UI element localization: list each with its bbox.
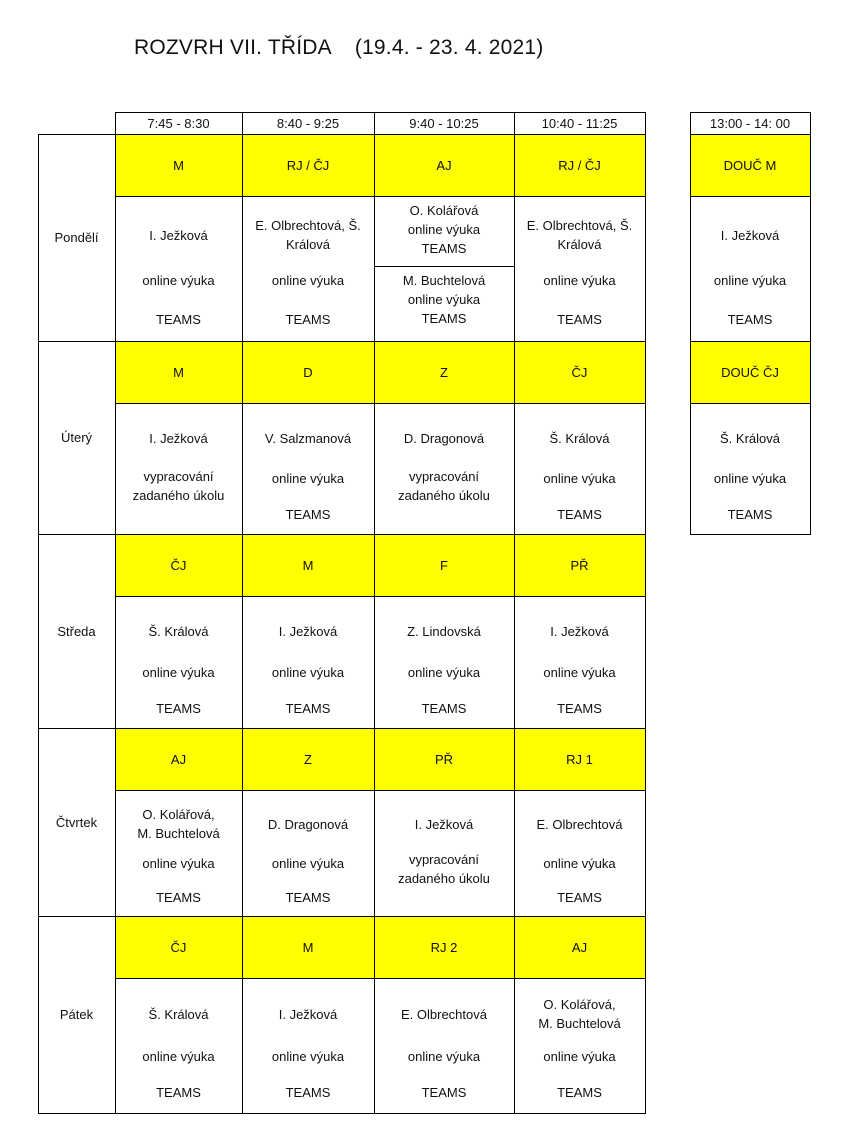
subject-cell: M (242, 534, 374, 596)
time-header: 10:40 - 11:25 (514, 112, 645, 134)
lesson-mode: online výuka (142, 665, 215, 681)
teacher-name: V. Salzmanová (264, 430, 352, 446)
lesson-platform: TEAMS (156, 1085, 201, 1101)
subject-cell: M (242, 916, 374, 978)
lesson-platform: TEAMS (727, 311, 773, 327)
teacher-name: I. Ježková (414, 816, 474, 832)
lesson-details (374, 790, 514, 916)
lesson-platform: TEAMS (156, 700, 201, 716)
subject-cell: D (242, 341, 374, 403)
extra-header-top-line (690, 112, 811, 113)
lesson-mode: online výuka (271, 1048, 345, 1064)
lesson-platform: TEAMS (285, 889, 331, 905)
lesson-mode: online výuka (271, 471, 345, 487)
row-divider (38, 134, 646, 135)
subject-cell: Z (374, 341, 514, 403)
teacher-name: I. Ježková (550, 624, 609, 640)
lesson-mode: vypracování zadaného úkolu (398, 468, 490, 503)
lesson-mode: online výuka (543, 471, 616, 487)
row-divider (38, 341, 646, 342)
extra-bottom (690, 534, 811, 535)
subject-cell: Z (242, 728, 374, 790)
lesson-mode: online výuka (407, 1048, 481, 1064)
teacher-name: I. Ježková (720, 227, 780, 243)
header-top-line (115, 112, 646, 113)
lesson-mode: online výuka (271, 665, 345, 681)
lesson-details (115, 403, 242, 534)
lesson-details (242, 403, 374, 534)
subject-cell: RJ / ČJ (514, 134, 645, 196)
lesson-details (115, 790, 242, 916)
teacher-name: O. Kolářová, M. Buchtelová (137, 807, 220, 842)
subject-cell: ČJ (115, 534, 242, 596)
subject-divider (115, 790, 645, 791)
lesson-mode: M. Buchtelová online výuka TEAMS (402, 272, 486, 326)
extra-subject-divider (690, 196, 810, 197)
teacher-name: E. Olbrechtová (536, 816, 623, 832)
lesson-details (514, 978, 645, 1113)
teacher-name: D. Dragonová (403, 430, 485, 446)
lesson-details (242, 790, 374, 916)
subject-cell: RJ 1 (514, 728, 645, 790)
lesson-details (115, 978, 242, 1113)
lesson-platform: TEAMS (285, 506, 331, 522)
lesson-details (514, 196, 645, 341)
lesson-platform: TEAMS (285, 700, 331, 716)
teacher-name: Š. Králová (720, 430, 780, 446)
teacher-name: I. Ježková (278, 624, 338, 640)
extra-time-header: 13:00 - 14: 00 (690, 112, 810, 134)
row-divider (38, 534, 646, 535)
teacher-name: E. Olbrechtová, Š. Králová (255, 218, 361, 253)
lesson-details (374, 978, 514, 1113)
extra-column-border (690, 112, 691, 535)
teacher-name: D. Dragonová (267, 816, 349, 832)
lesson-details (690, 403, 810, 534)
lesson-details (514, 403, 645, 534)
teacher-name: Š. Králová (549, 430, 610, 446)
time-header: 8:40 - 9:25 (242, 112, 374, 134)
lesson-platform: TEAMS (421, 1085, 467, 1101)
subject-cell: F (374, 534, 514, 596)
lesson-mode: vypracování zadaného úkolu (398, 852, 490, 887)
column-divider (115, 112, 116, 1114)
day-name: Středa (57, 623, 96, 639)
day-name: Pondělí (54, 230, 99, 245)
lesson-details (514, 790, 645, 916)
lesson-platform: TEAMS (557, 506, 602, 522)
subject-divider (115, 596, 645, 597)
row-divider (38, 916, 646, 917)
subject-divider (115, 978, 645, 979)
time-header: 7:45 - 8:30 (115, 112, 242, 134)
teacher-name: Š. Králová (148, 624, 209, 640)
lesson-platform: TEAMS (285, 1085, 331, 1101)
lesson-mode: online výuka (271, 272, 345, 288)
lesson-details (115, 596, 242, 728)
extra-row-divider (690, 341, 811, 342)
lesson-mode: online výuka (142, 1048, 215, 1064)
subject-cell: RJ 2 (374, 916, 514, 978)
column-divider (374, 112, 375, 1114)
lesson-platform: TEAMS (557, 311, 602, 327)
lesson-platform: TEAMS (557, 889, 602, 905)
subject-cell: ČJ (115, 916, 242, 978)
lesson-details (242, 596, 374, 728)
lesson-mode: online výuka (142, 855, 215, 871)
subject-divider (115, 403, 645, 404)
subject-cell: ČJ (514, 341, 645, 403)
lesson-platform: TEAMS (727, 506, 773, 522)
day-name: Čtvrtek (55, 814, 98, 830)
lesson-mode: online výuka (543, 665, 616, 681)
teacher-name: O. Kolářová online výuka TEAMS (407, 203, 481, 256)
subject-divider (115, 196, 645, 197)
lesson-details (514, 596, 645, 728)
lesson-mode: online výuka (407, 665, 481, 681)
teacher-name: Š. Králová (148, 1006, 209, 1022)
extra-subject-divider (690, 403, 810, 404)
day-name: Úterý (60, 430, 93, 445)
time-header: 9:40 - 10:25 (374, 112, 514, 134)
subject-cell: DOUČ M (690, 134, 810, 196)
subject-cell: M (115, 134, 242, 196)
teacher-name: E. Olbrechtová (401, 1006, 487, 1022)
lesson-mode: online výuka (543, 272, 616, 288)
lesson-platform: TEAMS (557, 700, 602, 716)
lesson-platform: TEAMS (557, 1085, 602, 1101)
subject-cell: AJ (514, 916, 645, 978)
table-bottom (38, 1113, 646, 1114)
column-divider (645, 112, 646, 1114)
lesson-details (374, 196, 514, 341)
subject-cell: RJ / ČJ (242, 134, 374, 196)
lesson-mode: online výuka (713, 272, 787, 288)
teacher-name: I. Ježková (149, 227, 208, 243)
lesson-mode: online výuka (142, 272, 215, 288)
day-column-left (38, 134, 39, 1114)
subject-cell: PŘ (514, 534, 645, 596)
page-title: ROZVRH VII. TŘÍDA (19.4. - 23. 4. 2021) (134, 36, 544, 59)
lesson-details (690, 196, 810, 341)
teacher-name: I. Ježková (149, 430, 208, 446)
lesson-details (115, 196, 242, 341)
lesson-details (242, 196, 374, 341)
lesson-mode: vypracování zadaného úkolu (132, 468, 225, 503)
extra-row-divider (690, 134, 811, 135)
subject-cell: AJ (374, 134, 514, 196)
row-divider (38, 728, 646, 729)
subject-cell: AJ (115, 728, 242, 790)
lesson-details (374, 596, 514, 728)
column-divider (242, 112, 243, 1114)
teacher-name: O. Kolářová, M. Buchtelová (538, 997, 621, 1032)
lesson-mode: online výuka (543, 855, 616, 871)
lesson-mode: online výuka (271, 855, 345, 871)
subject-cell: DOUČ ČJ (690, 341, 810, 403)
teacher-name: Z. Lindovská (407, 624, 481, 640)
group-divider (374, 266, 514, 267)
lesson-platform: TEAMS (156, 889, 201, 905)
lesson-mode: online výuka (543, 1048, 616, 1064)
lesson-details (374, 403, 514, 534)
subject-cell: M (115, 341, 242, 403)
lesson-mode: online výuka (713, 471, 787, 487)
lesson-platform: TEAMS (421, 700, 467, 716)
day-name: Pátek (59, 1007, 94, 1022)
lesson-platform: TEAMS (285, 311, 331, 327)
extra-column-border (810, 112, 811, 535)
lesson-details (242, 978, 374, 1113)
teacher-name: I. Ježková (278, 1006, 338, 1022)
column-divider (514, 112, 515, 1114)
subject-cell: PŘ (374, 728, 514, 790)
lesson-platform: TEAMS (156, 311, 201, 327)
teacher-name: E. Olbrechtová, Š. Králová (526, 218, 633, 253)
